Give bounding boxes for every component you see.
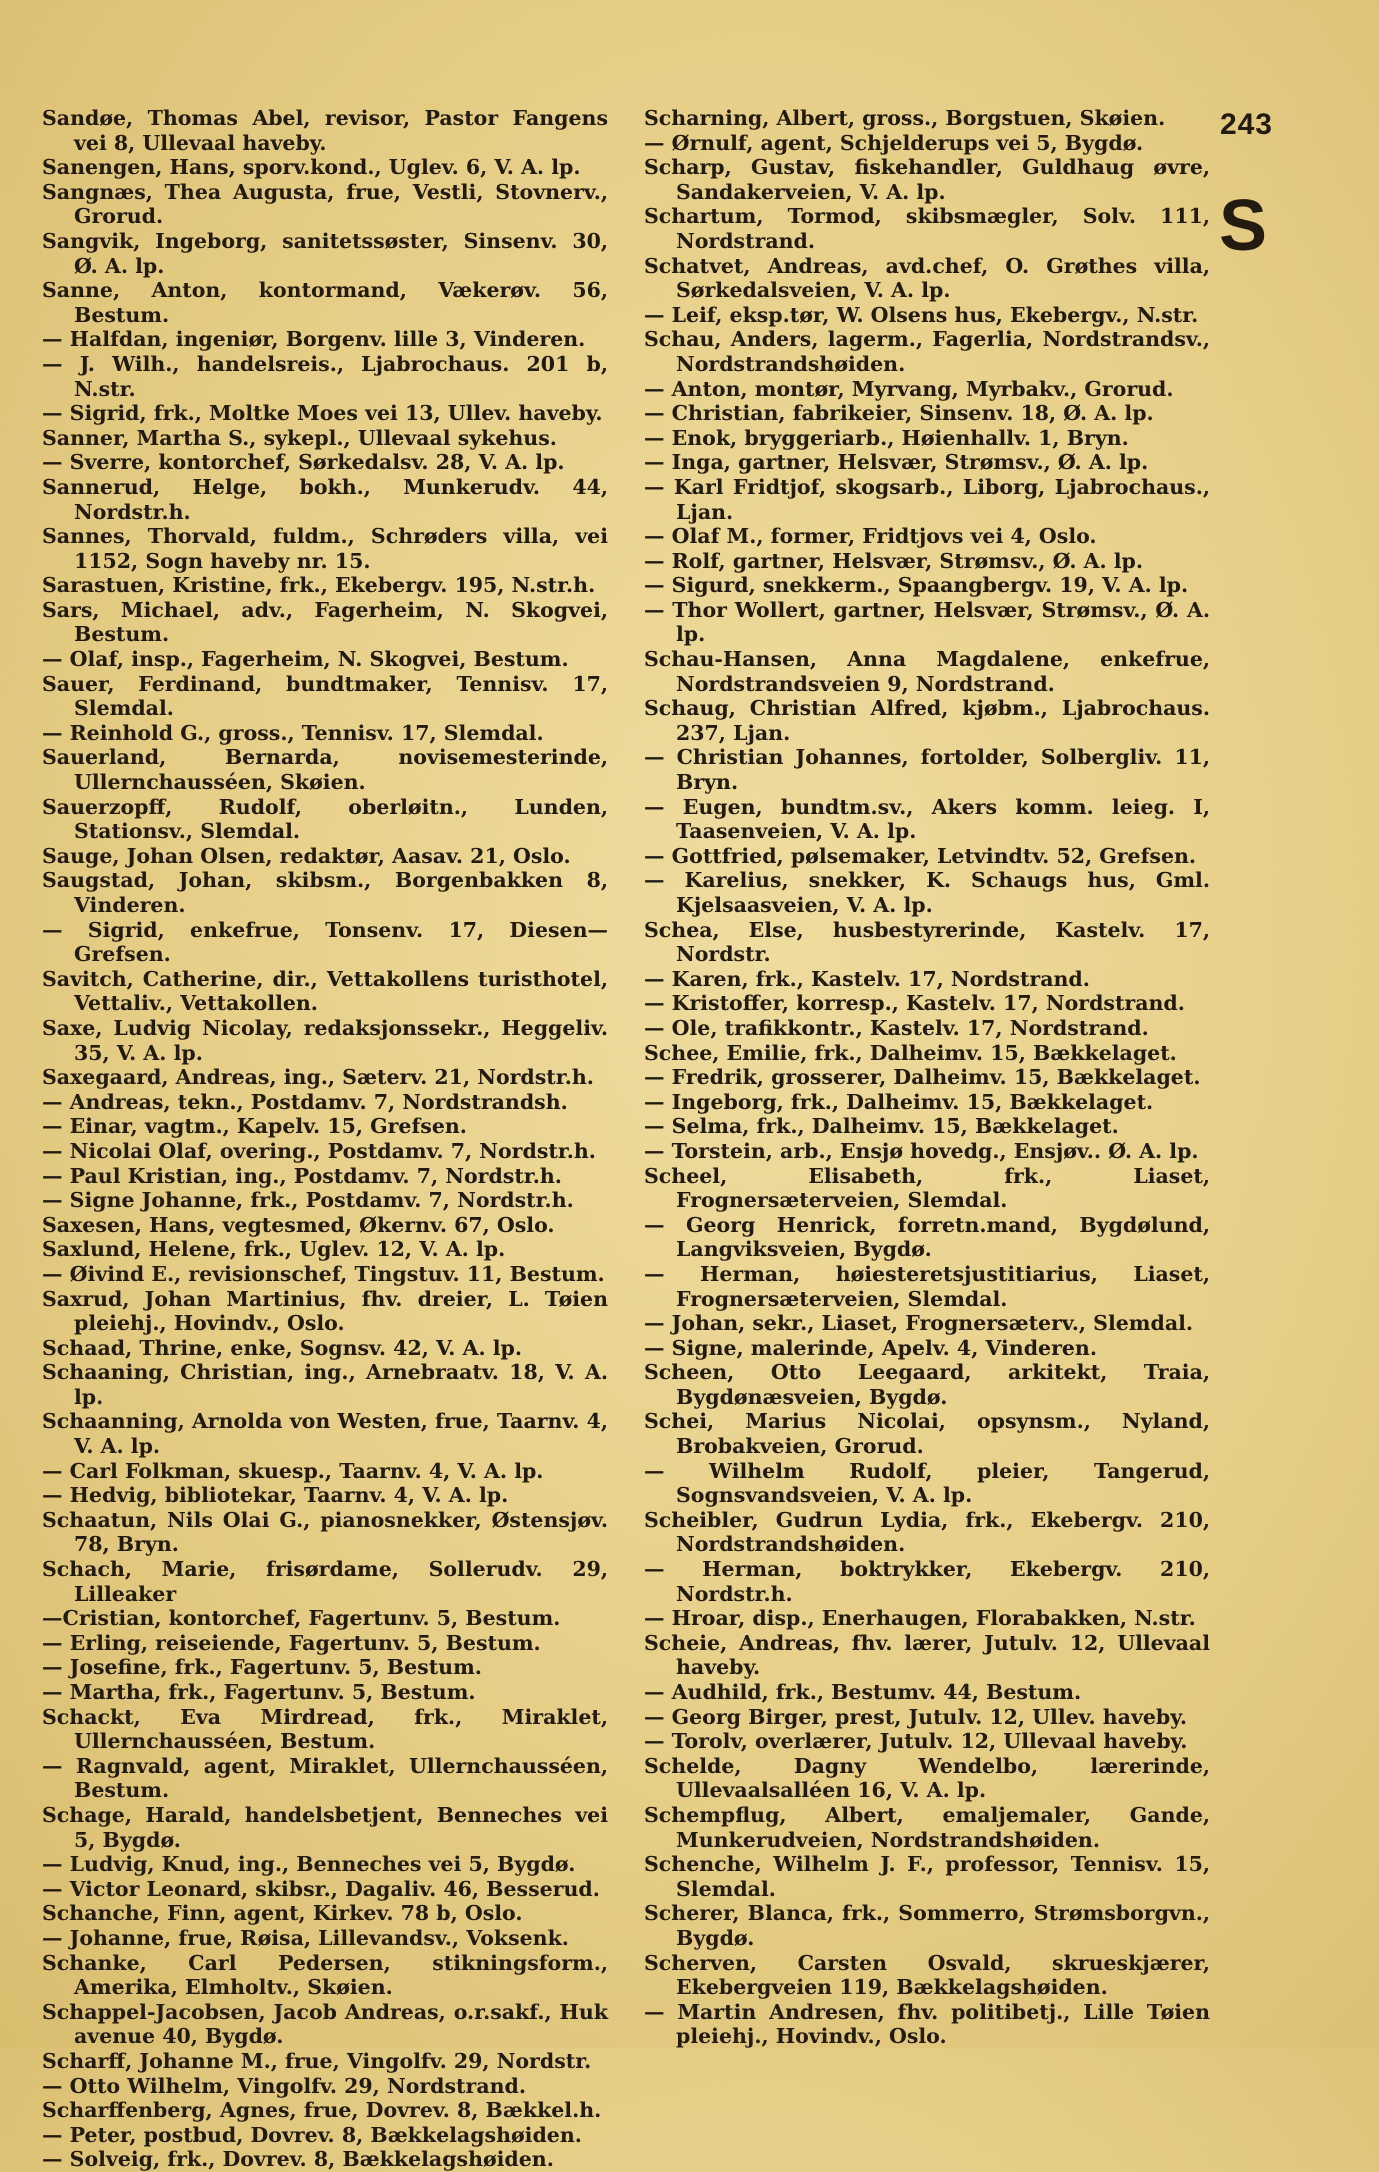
directory-entry: Sarastuen, Kristine, frk., Ekebergv. 195, N.str.h. <box>42 573 596 598</box>
directory-entry: — Nicolai Olaf, overing., Postdamv. 7, Nordstr.h. <box>42 1138 596 1163</box>
directory-entry: — Solveig, frk., Dovrev. 8, Bækkelagshøiden. <box>42 2147 554 2172</box>
directory-entry: Saxlund, Helene, frk., Uglev. 12, V. A. lp. <box>42 1237 506 1262</box>
section-letter: S <box>1218 186 1267 266</box>
directory-entry: — Reinhold G., gross., Tennisv. 17, Slemdal. <box>42 720 544 745</box>
directory-entry: — Martin Andresen, fhv. politibetj., Lille Tøien pleiehj., Hovindv., Oslo. <box>644 1999 1210 2049</box>
directory-entry: Schanke, Carl Pedersen, stikningsform., Amerika, Elmholtv., Skøien. <box>42 1950 608 2000</box>
directory-entry: — Sverre, kontorchef, Sørkedalsv. 28, V. A. lp. <box>42 450 565 475</box>
directory-entry: — Torolv, overlærer, Jutulv. 12, Ullevaal haveby. <box>644 1729 1188 1754</box>
directory-entry: Schanche, Finn, agent, Kirkev. 78 b, Oslo. <box>42 1901 523 1926</box>
right-column <box>644 106 1210 2049</box>
directory-entry: — Carl Folkman, skuesp., Taarnv. 4, V. A. lp. <box>42 1458 544 1483</box>
directory-entry: — Christian Johannes, fortolder, Solbergliv. 11, Bryn. <box>644 745 1210 795</box>
directory-entry: Schach, Marie, frisørdame, Sollerudv. 29, Lilleaker <box>42 1557 608 1606</box>
directory-entry: Scharffenberg, Agnes, frue, Dovrev. 8, Bækkel.h. <box>42 2098 602 2123</box>
directory-entry: Sanner, Martha S., sykepl., Ullevaal sykehus. <box>42 425 557 450</box>
directory-entry: — Fredrik, grosserer, Dalheimv. 15, Bækkelaget. <box>644 1065 1201 1090</box>
directory-entry: — Otto Wilhelm, Vingolfv. 29, Nordstrand. <box>42 2073 526 2098</box>
directory-entry: Scharff, Johanne M., frue, Vingolfv. 29, Nordstr. <box>42 2048 592 2073</box>
directory-entry: — Martha, frk., Fagertunv. 5, Bestum. <box>42 1680 476 1704</box>
directory-entry: Sauge, Johan Olsen, redaktør, Aasav. 21, Oslo. <box>42 843 571 868</box>
directory-entry: Scherer, Blanca, frk., Sommerro, Strømsborgvn., Bygdø. <box>644 1901 1210 1950</box>
directory-entry: — Gottfried, pølsemaker, Letvindtv. 52, Grefsen. <box>644 843 1197 868</box>
directory-entry: Scharp, Gustav, fiskehandler, Guldhaug øvre, Sandakerveien, V. A. lp. <box>644 155 1210 204</box>
directory-entry: Schelde, Dagny Wendelbo, lærerinde, Ullevaalsalléen 16, V. A. lp. <box>644 1753 1210 1803</box>
directory-entry: Schaanning, Arnolda von Westen, frue, Taarnv. 4, V. A. lp. <box>42 1409 608 1459</box>
directory-entry: — Herman, boktrykker, Ekebergv. 210, Nordstr.h. <box>644 1557 1210 1606</box>
directory-entry: — Rolf, gartner, Helsvær, Strømsv., Ø. A. lp. <box>644 548 1144 573</box>
directory-entry: Schage, Harald, handelsbetjent, Benneches vei 5, Bygdø. <box>42 1802 608 1852</box>
directory-entry: — Sigrid, enkefrue, Tonsenv. 17, Diesen—Grefsen. <box>42 917 608 967</box>
directory-entry: Schee, Emilie, frk., Dalheimv. 15, Bækkelaget. <box>644 1040 1177 1065</box>
directory-entry: Sandøe, Thomas Abel, revisor, Pastor Fangens vei 8, Ullevaal haveby. <box>42 106 608 155</box>
directory-entry: — Audhild, frk., Bestumv. 44, Bestum. <box>644 1680 1082 1704</box>
directory-entry: Schenche, Wilhelm J. F., professor, Tennisv. 15, Slemdal. <box>644 1852 1210 1901</box>
directory-entry: — Josefine, frk., Fagertunv. 5, Bestum. <box>42 1655 482 1680</box>
directory-entry: — Øivind E., revisionschef, Tingstuv. 11, Bestum. <box>42 1261 605 1286</box>
directory-entry: Sauerland, Bernarda, novisemesterinde, Ullernchausséen, Skøien. <box>42 745 608 795</box>
directory-entry: Schackt, Eva Mirdread, frk., Miraklet, Ullernchausséen, Bestum. <box>42 1704 608 1754</box>
directory-entry: Schaug, Christian Alfred, kjøbm., Ljabrochaus. 237, Ljan. <box>644 696 1210 745</box>
directory-entry: — Hroar, disp., Enerhaugen, Florabakken, N.str. <box>644 1606 1196 1631</box>
directory-entry: — Paul Kristian, ing., Postdamv. 7, Nordstr.h. <box>42 1163 562 1188</box>
directory-entry: Sannes, Thorvald, fuldm., Schrøders villa, vei 1152, Sogn haveby nr. 15. <box>42 524 608 573</box>
directory-entry: — J. Wilh., handelsreis., Ljabrochaus. 201 b, N.str. <box>42 351 608 401</box>
directory-entry: — Olaf M., former, Fridtjovs vei 4, Oslo. <box>644 524 1097 549</box>
directory-entry: — Halfdan, ingeniør, Borgenv. lille 3, Vinderen. <box>42 327 586 352</box>
directory-entry: — Johan, sekr., Liaset, Frognersæterv., Slemdal. <box>644 1311 1194 1336</box>
directory-entry: — Ingeborg, frk., Dalheimv. 15, Bækkelaget. <box>644 1089 1154 1114</box>
directory-entry: — Einar, vagtm., Kapelv. 15, Grefsen. <box>42 1114 467 1139</box>
left-column <box>42 106 608 2172</box>
directory-entry: — Wilhelm Rudolf, pleier, Tangerud, Sognsvandsveien, V. A. lp. <box>644 1458 1210 1508</box>
directory-entry: Saugstad, Johan, skibsm., Borgenbakken 8, Vinderen. <box>42 868 608 917</box>
directory-entry: Scharning, Albert, gross., Borgstuen, Skøien. <box>644 106 1166 130</box>
directory-entry: Schatvet, Andreas, avd.chef, O. Grøthes villa, Sørkedalsveien, V. A. lp. <box>644 253 1210 303</box>
directory-entry: — Karl Fridtjof, skogsarb., Liborg, Ljabrochaus., Ljan. <box>644 474 1210 524</box>
directory-entry: Sauer, Ferdinand, bundtmaker, Tennisv. 17, Slemdal. <box>42 671 608 721</box>
directory-entry: — Karelius, snekker, K. Schaugs hus, Gml. Kjelsaasveien, V. A. lp. <box>644 868 1210 917</box>
directory-entry: — Ole, trafikkontr., Kastelv. 17, Nordstrand. <box>644 1015 1149 1040</box>
directory-entry: — Signe Johanne, frk., Postdamv. 7, Nordstr.h. <box>42 1188 574 1213</box>
directory-entry: Schaatun, Nils Olai G., pianosnekker, Østensjøv. 78, Bryn. <box>42 1507 608 1557</box>
directory-entry: Schau-Hansen, Anna Magdalene, enkefrue, Nordstrandsveien 9, Nordstrand. <box>644 647 1210 696</box>
directory-entry: Scheel, Elisabeth, frk., Liaset, Frognersæterveien, Slemdal. <box>644 1163 1210 1213</box>
directory-entry: — Olaf, insp., Fagerheim, N. Skogvei, Bestum. <box>42 647 569 672</box>
directory-entry: Scheen, Otto Leegaard, arkitekt, Traia, Bygdønæsveien, Bygdø. <box>644 1360 1210 1409</box>
directory-entry: Sangnæs, Thea Augusta, frue, Vestli, Stovnerv., Grorud. <box>42 179 608 229</box>
directory-entry: Schea, Else, husbestyrerinde, Kastelv. 17, Nordstr. <box>644 917 1210 967</box>
directory-entry: — Sigurd, snekkerm., Spaangbergv. 19, V. A. lp. <box>644 573 1189 598</box>
directory-entry: Schaad, Thrine, enke, Sognsv. 42, V. A. lp. <box>42 1335 523 1360</box>
directory-entry: — Victor Leonard, skibsr., Dagaliv. 46, Besserud. <box>42 1876 600 1901</box>
directory-entry: — Ørnulf, agent, Schjelderups vei 5, Bygdø. <box>644 130 1144 155</box>
directory-entry: Saxe, Ludvig Nicolay, redaksjonssekr., Heggeliv. 35, V. A. lp. <box>42 1015 608 1065</box>
directory-entry: Sanengen, Hans, sporv.kond., Uglev. 6, V. A. lp. <box>42 155 581 180</box>
directory-entry: — Georg Birger, prest, Jutulv. 12, Ullev. haveby. <box>644 1704 1187 1729</box>
directory-entry: — Leif, eksp.tør, W. Olsens hus, Ekebergv., N.str. <box>644 302 1199 327</box>
directory-entry: Schaaning, Christian, ing., Arnebraatv. 18, V. A. lp. <box>42 1360 608 1409</box>
directory-entry: — Inga, gartner, Helsvær, Strømsv., Ø. A. lp. <box>644 450 1149 475</box>
directory-entry: Saxesen, Hans, vegtesmed, Økernv. 67, Oslo. <box>42 1212 555 1237</box>
directory-entry: — Johanne, frue, Røisa, Lillevandsv., Voksenk. <box>42 1925 569 1950</box>
directory-entry: — Ragnvald, agent, Miraklet, Ullernchausséen, Bestum. <box>42 1753 608 1803</box>
directory-entry: — Selma, frk., Dalheimv. 15, Bækkelaget. <box>644 1114 1119 1139</box>
directory-entry: Schartum, Tormod, skibsmægler, Solv. 111, Nordstrand. <box>644 204 1210 253</box>
directory-entry: — Hedvig, bibliotekar, Taarnv. 4, V. A. lp. <box>42 1483 509 1508</box>
directory-entry: Scheibler, Gudrun Lydia, frk., Ekebergv. 210, Nordstrandshøiden. <box>644 1507 1210 1557</box>
directory-entry: Saxegaard, Andreas, ing., Sæterv. 21, Nordstr.h. <box>42 1065 594 1090</box>
directory-entry: — Anton, montør, Myrvang, Myrbakv., Grorud. <box>644 376 1174 401</box>
directory-entry: Schei, Marius Nicolai, opsynsm., Nyland, Brobakveien, Grorud. <box>644 1409 1210 1459</box>
directory-entry: Sanne, Anton, kontormand, Vækerøv. 56, Bestum. <box>42 278 608 327</box>
directory-entry: Scheie, Andreas, fhv. lærer, Jutulv. 12, Ullevaal haveby. <box>644 1630 1210 1680</box>
directory-entry: — Enok, bryggeriarb., Høienhallv. 1, Bryn. <box>644 425 1129 450</box>
directory-entry: — Peter, postbud, Dovrev. 8, Bækkelagshøiden. <box>42 2122 582 2147</box>
directory-entry: Sannerud, Helge, bokh., Munkerudv. 44, Nordstr.h. <box>42 474 608 524</box>
directory-entry: Saxrud, Johan Martinius, fhv. dreier, L. Tøien pleiehj., Hovindv., Oslo. <box>42 1286 608 1336</box>
directory-entry: — Herman, høiesteretsjustitiarius, Liaset, Frognersæterveien, Slemdal. <box>644 1261 1210 1311</box>
directory-entry: Sauerzopff, Rudolf, oberløitn., Lunden, Stationsv., Slemdal. <box>42 794 608 844</box>
directory-entry: Savitch, Catherine, dir., Vettakollens turisthotel, Vettaliv., Vettakollen. <box>42 966 608 1016</box>
directory-entry: — Andreas, tekn., Postdamv. 7, Nordstrandsh. <box>42 1089 568 1114</box>
directory-entry: — Ludvig, Knud, ing., Benneches vei 5, Bygdø. <box>42 1852 576 1877</box>
directory-entry: Sars, Michael, adv., Fagerheim, N. Skogvei, Bestum. <box>42 597 608 647</box>
directory-entry: — Karen, frk., Kastelv. 17, Nordstrand. <box>644 966 1090 991</box>
directory-entry: Sangvik, Ingeborg, sanitetssøster, Sinsenv. 30, Ø. A. lp. <box>42 228 608 278</box>
directory-entry: —Cristian, kontorchef, Fagertunv. 5, Bestum. <box>42 1606 561 1631</box>
directory-entry: — Sigrid, frk., Moltke Moes vei 13, Ullev. haveby. <box>42 401 603 426</box>
directory-entry: — Christian, fabrikeier, Sinsenv. 18, Ø. A. lp. <box>644 401 1154 426</box>
directory-entry: Scherven, Carsten Osvald, skrueskjærer, Ekebergveien 119, Bækkelagshøiden. <box>644 1950 1210 2000</box>
directory-entry: Schempflug, Albert, emaljemaler, Gande, Munkerudveien, Nordstrandshøiden. <box>644 1802 1210 1852</box>
directory-entry: — Georg Henrick, forretn.mand, Bygdølund, Langviksveien, Bygdø. <box>644 1212 1210 1262</box>
directory-entry: — Torstein, arb., Ensjø hovedg., Ensjøv.. Ø. A. lp. <box>644 1138 1199 1163</box>
directory-entry: — Kristoffer, korresp., Kastelv. 17, Nordstrand. <box>644 991 1185 1016</box>
directory-entry: Schau, Anders, lagerm., Fagerlia, Nordstrandsv., Nordstrandshøiden. <box>644 327 1210 376</box>
directory-entry: — Signe, malerinde, Apelv. 4, Vinderen. <box>644 1335 1097 1360</box>
directory-entry: — Thor Wollert, gartner, Helsvær, Strømsv., Ø. A. lp. <box>644 597 1210 647</box>
directory-entry: Schappel-Jacobsen, Jacob Andreas, o.r.sakf., Huk avenue 40, Bygdø. <box>42 1999 608 2049</box>
directory-entry: — Eugen, bundtm.sv., Akers komm. leieg. I, Taasenveien, V. A. lp. <box>644 794 1210 844</box>
directory-entry: — Erling, reiseiende, Fagertunv. 5, Bestum. <box>42 1630 541 1655</box>
page-number: 243 <box>1219 108 1273 141</box>
